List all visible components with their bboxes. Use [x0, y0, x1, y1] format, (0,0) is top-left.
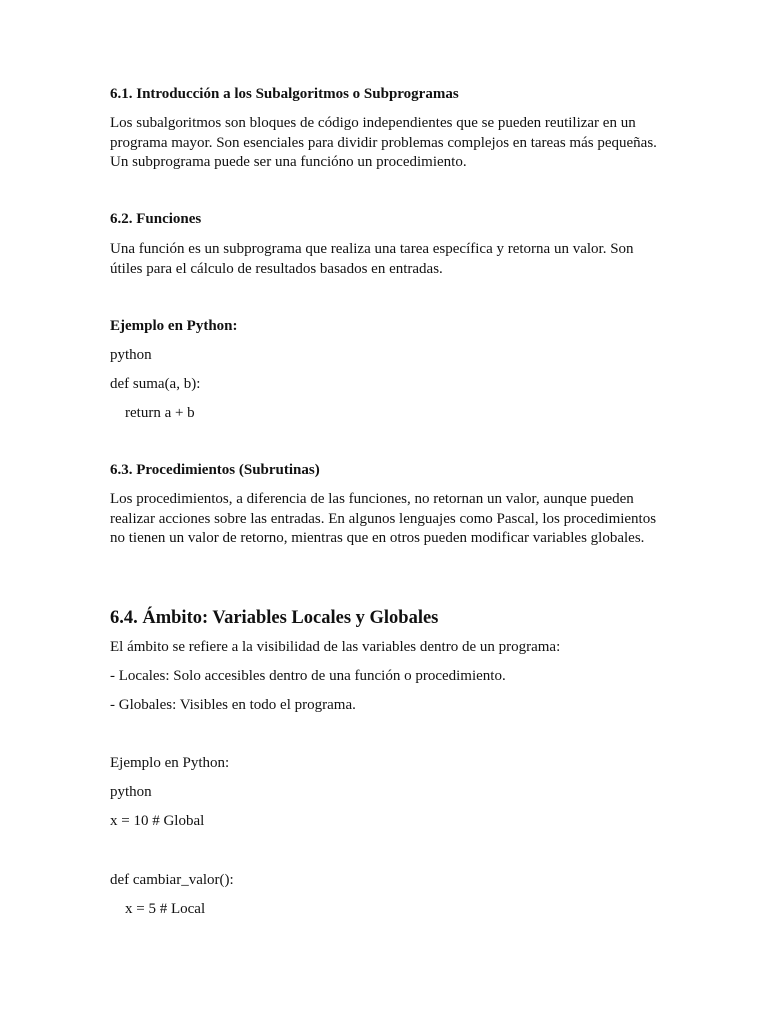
section-6-4-code-lang: python	[110, 784, 152, 800]
section-6-1-paragraph: Los subalgoritmos son bloques de código independientes que se pueden reutilizar en un programa mayor. Son esenciales para dividir problemas complejos en tareas más pequeñas. Un subprograma puede ser una funcióno un procedimiento.	[110, 115, 657, 170]
section-6-2-heading: 6.2. Funciones	[110, 211, 202, 227]
section-6-2-example-heading: Ejemplo en Python:	[110, 318, 238, 334]
section-6-4-bullet-local: - Locales: Solo accesibles dentro de una función o procedimiento.	[110, 668, 506, 684]
section-6-4-code-line-2: def cambiar_valor():	[110, 872, 234, 888]
section-6-3-heading: 6.3. Procedimientos (Subrutinas)	[110, 462, 320, 478]
section-6-2-code-line-2: return a + b	[125, 405, 195, 421]
section-6-2-paragraph: Una función es un subprograma que realiza una tarea específica y retorna un valor. Son útiles para el cálculo de resultados basados en entradas.	[110, 241, 634, 277]
section-6-3-paragraph: Los procedimientos, a diferencia de las funciones, no retornan un valor, aunque pueden realizar acciones sobre las entradas. En algunos lenguajes como Pascal, los procedimientos no tienen un valor de retorno, mientras que en otros pueden modificar variables globales.	[110, 491, 657, 546]
section-6-1-heading: 6.1. Introducción a los Subalgoritmos o Subprogramas	[110, 86, 459, 102]
section-6-4-heading: 6.4. Ámbito: Variables Locales y Globales	[110, 608, 439, 628]
section-6-4-bullet-global: - Globales: Visibles en todo el programa.	[110, 697, 356, 713]
section-6-4-example-heading: Ejemplo en Python:	[110, 755, 230, 771]
section-6-4-code-line-1: x = 10 # Global	[110, 813, 205, 829]
section-6-4-intro: El ámbito se refiere a la visibilidad de las variables dentro de un programa:	[110, 639, 561, 655]
section-6-4-code-line-3: x = 5 # Local	[125, 901, 206, 917]
section-6-2-code-line-1: def suma(a, b):	[110, 376, 201, 392]
section-6-2-code-lang: python	[110, 347, 152, 363]
